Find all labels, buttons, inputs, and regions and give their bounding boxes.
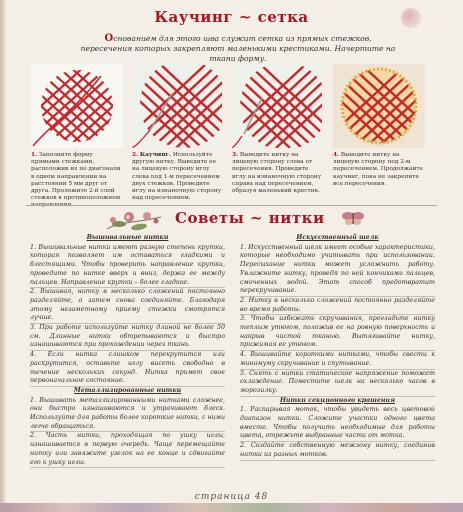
left-paragraph-1: 1. Вышивальные нитки имеют разную степень крутки, которая позволяет им оставаться гладкими и блестящими. Чтобы проверить направление крутки, проведите по нитке вверх и вниз, держа ее между пальцев. Направление крутки – более гладкое. (30, 244, 225, 289)
left-paragraph-6: 2. Часть нитки, проходящая по ушку иглы, изнашивается в первую очередь. Чаще перемещайте нитку или завяжите узелок на ее конце и сдвигайте его к ушку иглы. (30, 432, 225, 468)
right-paragraph-5: 5. Снять с нитки статическое напряжение поможет охлаждение. Поместите шелк на несколько часов в морозилку. (240, 370, 435, 397)
right-paragraph-1: 1. Искусственный шелк имеет особые характеристики, которые необходимо учитывать при использовании. Пересыхание нитки может усложнить работу. Увлажните нитку, проведя по ней кончиками пальцев, смоченных водой. Этот способ предотвратит перекручивание. (240, 244, 435, 297)
intro-paragraph (78, 34, 398, 64)
page-number: страница 48 (194, 492, 269, 502)
right-paragraph-7: 2. Создайте собственную межзону нитку, соединив нитки из разных мотков. (240, 442, 435, 460)
step-text: Выведите нитку на лицевую сторону слева от пересечения. Проведите иглу на изнаночную сторону справа над пересечением, образуя маленький крестик. (232, 152, 322, 195)
butterfly-icon (340, 210, 366, 226)
right-column (240, 234, 435, 461)
flower-ornament-icon (401, 8, 421, 28)
step-number: 3. (232, 152, 239, 158)
left-column (30, 234, 225, 468)
step-photo-3 (232, 64, 322, 148)
step-text: Выведите нитку на лицевую сторону под 2-м пересечением. Продолжайте каучинг, пока не закрепите все пересечения. (333, 152, 424, 187)
left-paragraph-5: 1. Вышивать металлизированными нитками сложнее, они быстро изнашиваются и утрачивают блеск. Используйте для работы более короткие нитки, с ними легче обращаться. (30, 397, 225, 433)
step-label: Каучинг. (139, 152, 172, 158)
section-divider (26, 205, 437, 206)
step-caption-1 (31, 152, 123, 210)
step-text: Используйте другую нитку. Выведите ее на лицевую сторону иглу слева под 1-м пересечением двух стежков. Проведите иглу на изнаночную сторону над пересечением. (132, 152, 222, 202)
step-text: Заполните форму прямыми стежками, расположив их по диагонали в одном направлении на расстоянии 5 мм друг от друга. Проложите 2-й слой стежков в противоположном направлении. (31, 152, 121, 209)
right-heading-artificial-silk: Искусственный шелк (296, 234, 379, 241)
intro-text: снованием для этого шва служит сетка из прямых стежков, пересечения которых закрепляют маленькими крестиками. Начертите на ткани форму. (80, 34, 396, 63)
left-heading-metallic-threads: Металлизированные нитки (73, 386, 182, 394)
left-paragraph-3: 3. При работе используйте нитку длиной не более 50 см. Длинные нитки обтрепываются и быстро изнашиваются при прохождении через ткань. (30, 324, 225, 351)
step-photo-4 (333, 64, 425, 148)
step-number: 2. (132, 152, 139, 158)
step-number: 1. (31, 152, 38, 158)
left-paragraph-4: 4. Если нитка слишком перекрутится или раскрутится, оставьте иглу висеть свободно в течение нескольких секунд. Нитка примет свое первоначальное состояние. (30, 351, 225, 387)
right-heading-dyed-threads: Нитки секционного крашения (279, 396, 396, 404)
step-caption-3 (232, 152, 324, 195)
step-caption-4 (333, 152, 425, 188)
left-paragraph-2: 2. Вышивая, нитку в несколько сложений постоянно разделяйте, а затем снова соединяйте. Благодаря этому незаметному приему стежки смотрятся лучше. (30, 288, 225, 324)
binding-edge (0, 0, 6, 512)
right-paragraph-3: 3. Чтобы избежать скручивания, прогладьте нитку теплым утюгом, положив ее на ровную поверхность и накрыв чистой тканью. Вытягивайте нитку, прижимая ее утюгом. (240, 315, 435, 351)
left-heading-embroidery-threads: Вышивальные нитки (86, 234, 169, 241)
flowers-icon (101, 207, 167, 237)
page-title: Каучинг ~ сетка (154, 8, 309, 26)
right-paragraph-6: 1. Распарывая моток, чтобы увидеть весь цветовой диапазон нитки. Сложите участки одного цвета вместе. Чтобы получить необходимые для работы цвета, отрежьте выбранные части от мотка. (240, 406, 435, 442)
right-paragraph-2: 2. Нитку в несколько сложений постоянно разделяйте во время работы. (240, 297, 435, 315)
step-caption-2 (132, 152, 224, 202)
bottom-edge-strip (0, 503, 463, 512)
right-paragraph-4: 4. Вышивайте короткими нитками, чтобы свести к минимуму скручивание и спутывание. (240, 351, 435, 369)
step-number: 4. (333, 152, 340, 158)
step-photo-1 (31, 64, 123, 148)
step-photo-2 (132, 64, 222, 148)
drop-cap: О (104, 33, 114, 44)
title-block (0, 7, 463, 26)
section-title: Советы ~ нитки (175, 209, 325, 227)
